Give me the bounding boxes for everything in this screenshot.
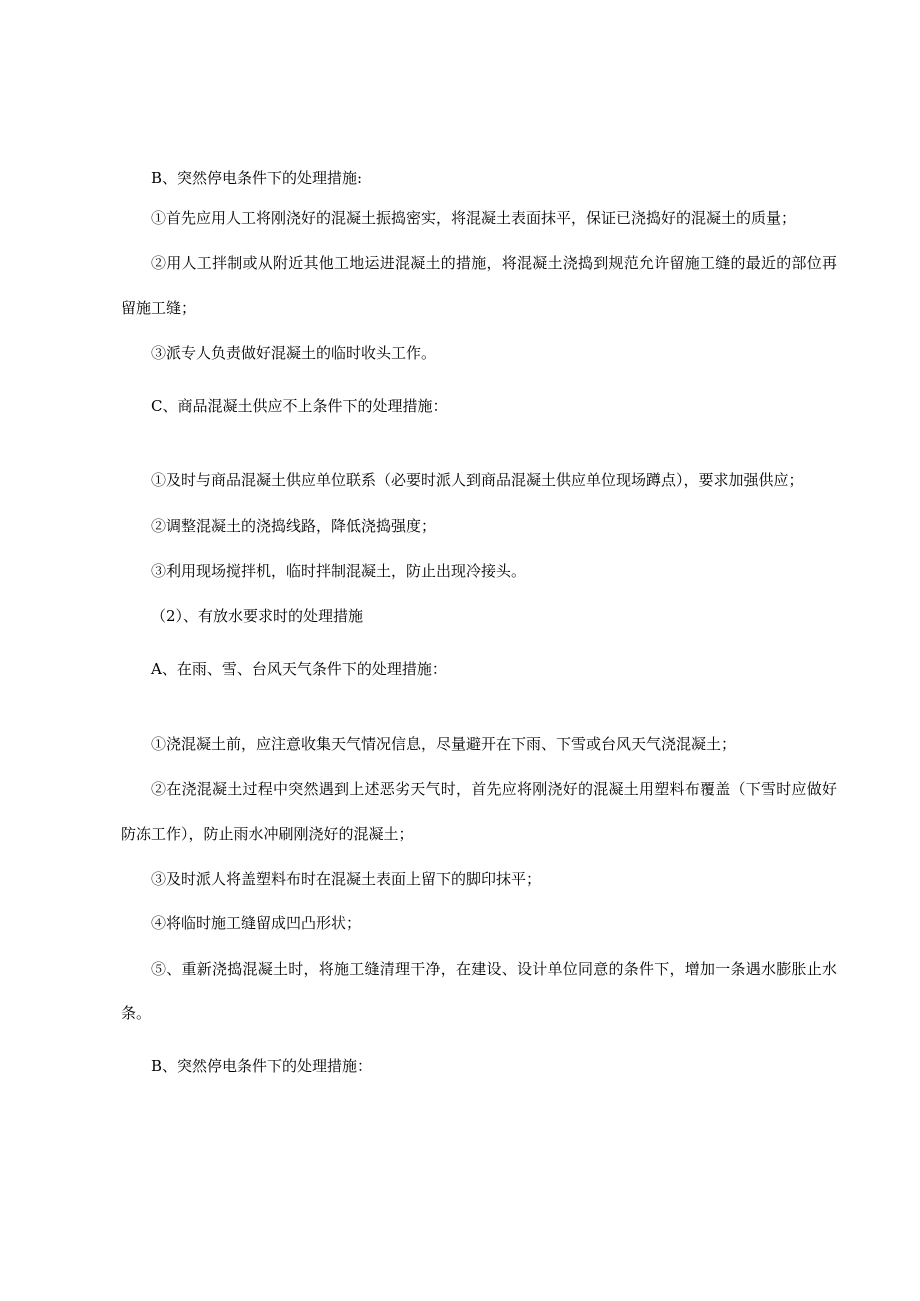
heading-b-power-outage: B、突然停电条件下的处理措施: (151, 169, 363, 187)
heading-a-weather: A、在雨、雪、台风天气条件下的处理措施： (151, 660, 447, 678)
paragraph-item-a2-line-1: ②在浇混凝土过程中突然遇到上述恶劣天气时，首先应将刚浇好的混凝土用塑料布覆盖（下雪时应做好 (151, 780, 838, 798)
paragraph-item-3: ③派专人负责做好混凝土的临时收头工作。 (151, 344, 437, 362)
paragraph-item-2-line-2: 留施工缝； (121, 299, 197, 317)
heading-b-power-outage-repeat: B、突然停电条件下的处理措施： (151, 1057, 373, 1075)
paragraph-item-c3: ③利用现场搅拌机，临时拌制混凝土，防止出现冷接头。 (151, 562, 527, 580)
paragraph-item-a4: ④将临时施工缝留成凹凸形状； (151, 914, 362, 932)
paragraph-item-a5-line-2: 条。 (121, 1004, 152, 1022)
paragraph-item-a5-line-1: ⑤、重新浇捣混凝土时，将施工缝清理干净，在建设、设计单位同意的条件下，增加一条遇水膨胀止水 (151, 960, 838, 978)
paragraph-item-a3: ③及时派人将盖塑料布时在混凝土表面上留下的脚印抹平； (151, 870, 542, 888)
paragraph-item-c1: ①及时与商品混凝土供应单位联系（必要时派人到商品混凝土供应单位现场蹲点），要求加强供应； (151, 471, 804, 489)
paragraph-item-1: ①首先应用人工将刚浇好的混凝土振捣密实，将混凝土表面抹平，保证已浇捣好的混凝土的质量； (151, 209, 797, 227)
paragraph-item-c2: ②调整混凝土的浇捣线路，降低浇捣强度； (151, 517, 437, 535)
paragraph-item-2-line-1: ②用人工拌制或从附近其他工地运进混凝土的措施，将混凝土浇捣到规范允许留施工缝的最近的部位再 (151, 254, 838, 272)
heading-c-supply-shortage: C、商品混凝土供应不上条件下的处理措施： (151, 397, 448, 415)
paragraph-item-a2-line-2: 防冻工作），防止雨水冲刷刚浇好的混凝土； (121, 825, 414, 843)
paragraph-item-a1: ①浇混凝土前，应注意收集天气情况信息，尽量避开在下雨、下雪或台风天气浇混凝土； (151, 735, 737, 753)
section-heading-2: （2）、有放水要求时的处理措施 (151, 607, 364, 625)
